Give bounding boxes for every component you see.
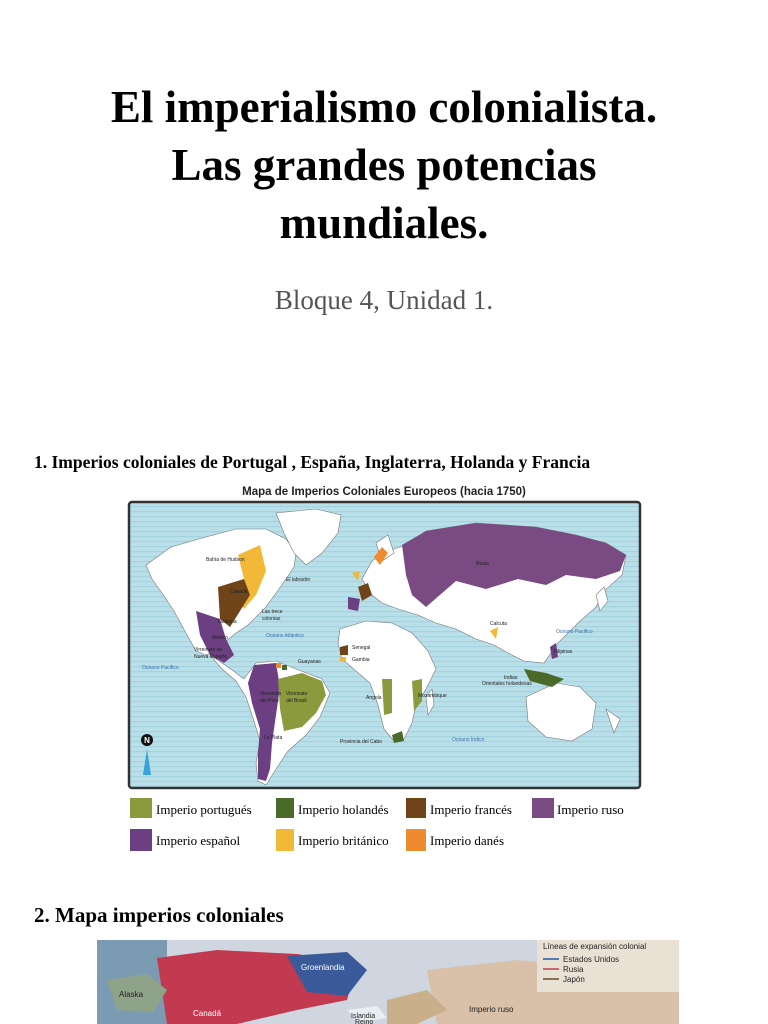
slide-title [0,78,768,252]
legend-label-frances: Imperio francés [430,802,512,817]
svg-text:México: México [212,635,228,641]
svg-text:Gambia: Gambia [352,657,370,663]
svg-text:N: N [144,736,150,745]
legend-label-britanico: Imperio británico [298,833,389,848]
svg-text:El labrador: El labrador [286,577,311,583]
svg-text:Filipinas: Filipinas [554,649,573,655]
svg-text:Reino: Reino [355,1019,374,1024]
svg-text:Indias: Indias [504,675,518,681]
map-title: Mapa de Imperios Coloniales Europeos (hacia 1750) [242,486,526,498]
legend-swatch-espanol [130,829,152,851]
svg-text:Virreinato: Virreinato [286,691,308,697]
svg-text:Canadá: Canadá [193,1009,222,1018]
svg-text:Océano Pacífico: Océano Pacífico [556,629,593,635]
svg-text:Provincia del Cabo: Provincia del Cabo [340,739,382,745]
svg-text:del Brasil: del Brasil [286,698,307,704]
title-line-1: El imperialismo colonialista. [110,82,658,132]
colonial-empires-map [126,483,642,859]
svg-text:Virreinato: Virreinato [260,691,282,697]
svg-text:La Plata: La Plata [264,735,283,741]
svg-text:Nueva España: Nueva España [194,654,227,660]
map-legend [130,798,624,851]
legend-swatch-holandes [276,798,294,818]
legend-label-ruso: Imperio ruso [557,802,624,817]
legend-swatch-danes [406,829,426,851]
svg-text:colonias: colonias [262,616,281,622]
legend-label-danes: Imperio danés [430,833,505,848]
imperialism-photo-map [97,940,679,1024]
svg-text:Mozambique: Mozambique [418,693,447,699]
svg-text:Alaska: Alaska [119,990,144,999]
svg-text:Imperio ruso: Imperio ruso [469,1005,514,1014]
title-line-3: mundiales. [279,198,489,248]
svg-text:Líneas de expansión colonial: Líneas de expansión colonial [543,942,647,951]
legend-label-espanol: Imperio español [156,833,241,848]
svg-text:Groenlandia: Groenlandia [301,963,345,972]
svg-text:Calcuta: Calcuta [490,621,507,627]
svg-text:del Perú: del Perú [260,698,279,704]
svg-text:Senegal: Senegal [352,645,371,651]
legend-swatch-portugues [130,798,152,818]
svg-text:Virreinato de: Virreinato de [194,647,223,653]
legend-label-portugues: Imperio portugués [156,802,252,817]
title-line-2: Las grandes potencias [171,140,597,190]
svg-text:Océano Pacífico: Océano Pacífico [142,665,179,671]
section-1-heading: 1. Imperios coloniales de Portugal , España, Inglaterra, Holanda y Francia [34,452,591,472]
svg-text:Estados Unidos: Estados Unidos [563,955,620,964]
legend-swatch-britanico [276,829,294,851]
svg-text:Las trece: Las trece [262,609,283,615]
svg-text:Islandia: Islandia [351,1013,376,1020]
svg-text:Guayanas: Guayanas [298,659,321,665]
slide-subtitle: Bloque 4, Unidad 1. [274,285,494,315]
legend-swatch-ruso [532,798,554,818]
svg-text:Bahía de Hudson: Bahía de Hudson [206,557,245,563]
svg-text:Angola: Angola [366,695,382,701]
legend-swatch-frances [406,798,426,818]
svg-text:Japón: Japón [563,975,585,984]
svg-text:Océano Índico: Océano Índico [452,737,485,743]
svg-text:Canadá: Canadá [230,589,248,595]
svg-text:Orientales holandesas: Orientales holandesas [482,681,532,687]
legend-label-holandes: Imperio holandés [298,802,389,817]
svg-text:Rusia: Rusia [476,561,489,567]
svg-text:Rusia: Rusia [563,965,584,974]
svg-text:Océano Atlántico: Océano Atlántico [266,633,304,639]
section-2-heading: 2. Mapa imperios coloniales [34,903,284,927]
svg-text:Luisiana: Luisiana [218,619,237,625]
